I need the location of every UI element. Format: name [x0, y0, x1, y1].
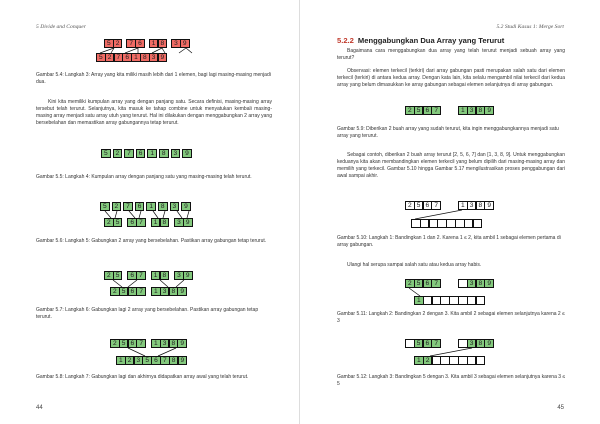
array-cell: 3	[467, 279, 477, 288]
array-cell: 1	[147, 149, 157, 158]
array-cell: 5	[414, 339, 424, 348]
array-cell: 3	[170, 202, 180, 211]
array-cell: 1	[151, 218, 161, 227]
array-cell: 6	[128, 339, 138, 348]
array-cell: 8	[159, 149, 169, 158]
array-cell: 8	[158, 39, 168, 48]
array-cell: 1	[414, 296, 424, 305]
array-cell: 9	[178, 356, 188, 365]
array-group	[174, 271, 192, 280]
array-cell: 6	[423, 279, 433, 288]
section-title: Menggabungkan Dua Array yang Terurut	[357, 36, 505, 45]
array-cell: 7	[136, 271, 146, 280]
array-cell: 5	[96, 53, 106, 62]
array-cell: 5	[101, 149, 111, 158]
array-cell: 7	[160, 356, 170, 365]
array-group	[151, 339, 187, 348]
fig11-array-a	[405, 279, 441, 288]
fig9-array-a	[405, 106, 441, 115]
array-cell: 6	[128, 287, 138, 296]
array-cell: 9	[484, 279, 494, 288]
array-cell: 9	[183, 271, 193, 280]
array-cell: 8	[169, 339, 179, 348]
array-cell: 2	[125, 356, 135, 365]
fig5-array	[101, 149, 192, 158]
array-cell: 5	[104, 39, 114, 48]
section-number: 5.2.2	[337, 36, 354, 45]
array-cell: 5	[414, 201, 424, 210]
fig7-bottom-groups	[110, 287, 187, 296]
right-paragraph-3: Sebagai contoh, diberikan 2 buah array terurut [2, 5, 6, 7] dan [1, 3, 8, 9]. Untuk menggabungkan keduanya kita akan membandingkan elemen terkecil yang belum dipilih dari masing-masing array dan memilih yang terkecil. Gambar 5.10 hingga Gambar 5.17 mengilustrasikan proses penggabungan dari awal sampai akhir.	[337, 152, 565, 179]
fig10-output-array	[411, 219, 482, 228]
fig12-output-array	[414, 356, 485, 365]
array-cell: 3	[467, 339, 477, 348]
right-page-number: 45	[557, 405, 564, 411]
fig11-output-array	[414, 296, 485, 305]
fig8-caption: Gambar 5.8: Langkah 7: Gabungkan lagi dan akhirnya didapatkan array awal yang telah terurut.	[36, 374, 249, 380]
array-cell: 1	[116, 356, 126, 365]
array-group	[110, 287, 146, 296]
array-cell: 6	[127, 271, 137, 280]
fig11-array-b	[458, 279, 494, 288]
array-cell: 1	[146, 202, 156, 211]
fig6-caption: Gambar 5.6: Langkah 5: Gabungkan 2 array yang bersebelahan. Pastikan array gabungan tetap terurut.	[36, 238, 267, 244]
array-cell: 6	[423, 106, 433, 115]
array-cell: 6	[135, 39, 145, 48]
fig4-bottom-array	[96, 53, 167, 62]
array-cell: 2	[112, 202, 122, 211]
fig9-caption: Gambar 5.9: Diberikan 2 buah array yang sudah terurut, kita ingin menggabungkannya menjadi satu array yang terurut.	[337, 126, 559, 139]
fig7-top-groups	[104, 271, 193, 280]
array-cell: 9	[484, 339, 494, 348]
array-cell: 5	[119, 287, 129, 296]
array-cell: 7	[136, 339, 146, 348]
array-group	[151, 271, 169, 280]
array-cell: 9	[158, 53, 168, 62]
array-cell: 7	[126, 39, 136, 48]
array-cell: 8	[160, 271, 170, 280]
fig12-array-b	[458, 339, 494, 348]
array-cell: 2	[113, 149, 123, 158]
array-cell: 9	[183, 218, 193, 227]
array-cell: 3	[134, 356, 144, 365]
array-cell: 7	[431, 106, 441, 115]
fig6-top-array	[100, 202, 191, 211]
array-group	[174, 218, 192, 227]
right-paragraph-1: Bagaimana cara menggabungkan dua array yang telah terurut menjadi sebuah array yang terurut?	[337, 48, 565, 61]
array-cell: 8	[476, 106, 486, 115]
array-cell: 8	[169, 287, 179, 296]
fig10-array-b	[458, 201, 494, 210]
array-group	[110, 339, 146, 348]
array-cell: 6	[127, 218, 137, 227]
array-cell: 2	[110, 339, 120, 348]
array-cell: 7	[431, 279, 441, 288]
array-cell: 1	[414, 356, 424, 365]
array-cell: 5	[113, 271, 123, 280]
array-cell: 2	[105, 53, 115, 62]
array-cell: 8	[476, 279, 486, 288]
array-cell: 1	[458, 106, 468, 115]
array-cell: 2	[405, 106, 415, 115]
array-cell: 9	[177, 287, 187, 296]
array-cell: 6	[122, 53, 132, 62]
array-cell: 8	[160, 218, 170, 227]
array-group	[151, 287, 187, 296]
array-cell: 1	[149, 39, 159, 48]
array-cell: 9	[180, 39, 190, 48]
array-cell: 3	[467, 201, 477, 210]
left-running-header: 5 Divide and Conquer	[36, 24, 86, 30]
array-cell: 7	[431, 201, 441, 210]
fig10-caption: Gambar 5.10: Langkah 1: Bandingkan 1 dan 2. Karena 1 ≤ 2, kita ambil 1 sebagai elemen pertama di array gabungan.	[337, 235, 561, 248]
array-cell: 2	[104, 218, 114, 227]
array-cell: 5	[113, 218, 123, 227]
array-cell: 2	[104, 271, 114, 280]
array-cell: 5	[414, 279, 424, 288]
fig7-caption: Gambar 5.7: Langkah 6: Gabungkan lagi 2 array yang bersebelahan. Pastikan array gabungan tetap terurut.	[36, 307, 259, 320]
array-cell: 8	[140, 53, 150, 62]
array-cell	[473, 219, 483, 228]
array-cell	[476, 356, 486, 365]
array-cell: 9	[484, 106, 494, 115]
array-cell: 6	[423, 339, 433, 348]
array-cell: 6	[423, 201, 433, 210]
fig12-caption: Gambar 5.12: Langkah 3: Bandingkan 5 dengan 3. Kita ambil 3 sebagai elemen selanjutnya karena 3 ≤ 5	[337, 374, 566, 387]
array-cell: 3	[174, 218, 184, 227]
array-cell: 1	[458, 201, 468, 210]
fig10-array-a	[405, 201, 441, 210]
array-group	[104, 218, 122, 227]
array-cell: 3	[171, 149, 181, 158]
array-cell: 3	[160, 287, 170, 296]
array-cell: 6	[136, 149, 146, 158]
array-cell: 1	[131, 53, 141, 62]
fig9-array-b	[458, 106, 494, 115]
fig5-caption: Gambar 5.5: Langkah 4: Kumpulan array dengan panjang satu yang masing-masing telah terurut.	[36, 174, 252, 180]
fig12-array-a	[405, 339, 441, 348]
fig8-top-groups	[110, 339, 187, 348]
array-cell: 6	[135, 202, 145, 211]
array-cell: 8	[169, 356, 179, 365]
array-cell: 2	[113, 39, 123, 48]
array-cell: 7	[431, 339, 441, 348]
array-group	[127, 218, 145, 227]
array-group	[151, 218, 169, 227]
array-cell: 7	[136, 218, 146, 227]
array-cell	[476, 296, 486, 305]
array-cell: 5	[142, 356, 152, 365]
array-cell: 3	[174, 271, 184, 280]
array-cell: 9	[182, 149, 192, 158]
array-cell: 7	[124, 149, 134, 158]
fig4-top-array	[104, 39, 190, 48]
array-cell: 8	[476, 201, 486, 210]
array-group	[127, 271, 145, 280]
array-cell: 7	[114, 53, 124, 62]
array-cell: 3	[160, 339, 170, 348]
array-cell: 9	[181, 202, 191, 211]
array-cell: 5	[414, 106, 424, 115]
fig4-caption: Gambar 5.4: Langkah 3: Array yang kita miliki masih lebih dari 1 elemen, bagi lagi masing-masing menjadi dua.	[36, 72, 271, 85]
array-cell: 5	[100, 202, 110, 211]
left-page-number: 44	[36, 405, 43, 411]
section-heading	[337, 36, 504, 45]
array-cell: 2	[110, 287, 120, 296]
array-cell: 5	[119, 339, 129, 348]
right-paragraph-2: Observasi: elemen terkecil (terkiri) dari array gabungan pasti merupakan salah satu dari elemen terkecil (terkiri) di antara kedua array. Dengan kata lain, kita selalu mengambil nilai terkecil dari kedua array yang belum dimasukkan ke array gabungan sebagai elemen selanjutnya di array gabungan.	[337, 68, 565, 88]
array-cell: 1	[151, 339, 161, 348]
array-cell: 8	[158, 202, 168, 211]
fig6-bottom-groups	[104, 218, 193, 227]
array-cell: 2	[423, 356, 433, 365]
array-group	[104, 271, 122, 280]
right-running-header: 5.2 Studi Kasus 1: Merge Sort	[496, 24, 564, 30]
array-cell: 1	[151, 287, 161, 296]
array-cell: 9	[177, 339, 187, 348]
array-cell: 3	[467, 106, 477, 115]
fig8-bottom-array	[116, 356, 187, 365]
right-paragraph-4: Ulangi hal serupa sampai salah satu atau kedua array habis.	[347, 262, 482, 268]
array-cell: 2	[405, 201, 415, 210]
array-cell: 8	[476, 339, 486, 348]
array-cell: 9	[484, 201, 494, 210]
array-cell: 1	[151, 271, 161, 280]
array-cell: 6	[151, 356, 161, 365]
array-cell: 7	[136, 287, 146, 296]
array-cell: 3	[171, 39, 181, 48]
left-paragraph-1: Kini kita memiliki kumpulan array yang dengan panjang satu. Secara definisi, masing-masing array tersebut telah terurut. Selanjutnya, kita masuk ke tahap combine untuk menyatukan kembali masing-masing array menjadi satu array utuh yang terurut. Hal ini dilakukan dengan menggabungkan 2 array yang bersebelahan dan memastikan array gabungannya tetap terurut.	[36, 99, 272, 126]
array-cell: 2	[405, 279, 415, 288]
array-cell: 3	[149, 53, 159, 62]
array-cell: 7	[123, 202, 133, 211]
fig11-caption: Gambar 5.11: Langkah 2: Bandingkan 2 dengan 3. Kita ambil 2 sebagai elemen selanjutnya karena 2 ≤ 3	[337, 311, 565, 324]
